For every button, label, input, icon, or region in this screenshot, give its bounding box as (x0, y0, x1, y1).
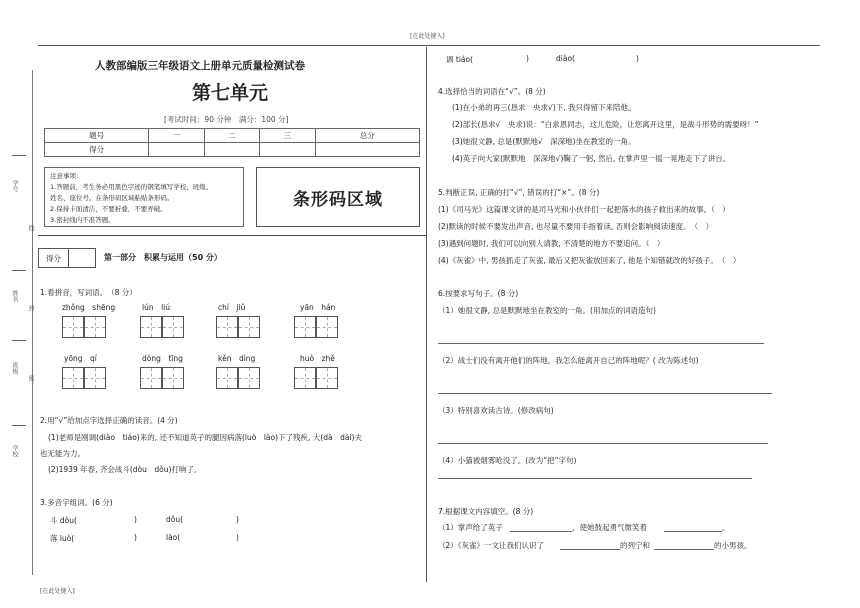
pinyin-label: lún liú (142, 303, 171, 312)
q3-paren: ) (134, 515, 137, 524)
notice-item: 1.答题前，考生务必用黑色字迹的钢笔填写学校、班级、 (50, 183, 213, 191)
exam-title: 人教部编版三年级语文上册单元质量检测试卷 (95, 60, 305, 72)
pinyin-label: kěn dìng (218, 354, 256, 363)
char-grid[interactable] (216, 316, 238, 338)
notice-box (44, 167, 244, 227)
answer-line[interactable] (438, 443, 768, 444)
char-grid[interactable] (294, 367, 316, 389)
char-grid[interactable] (216, 367, 238, 389)
q3-title: 3.多音字组词。(6 分) (40, 498, 113, 507)
fill-blank[interactable] (654, 549, 714, 550)
score-cell: 三 (260, 129, 315, 143)
q6-item: （3）特别喜欢读古诗。(修改病句) (438, 406, 554, 415)
section-title: 第一部分 积累与运用（50 分） (104, 253, 222, 262)
q4-item: (3)她很文静, 总是(默默地√ 深深地)坐在教室的一角。 (452, 137, 636, 146)
q7-text: （1）掌声给了英子 (438, 523, 503, 532)
pinyin-label: dòng tīng (142, 354, 183, 363)
column-divider (426, 47, 427, 582)
q3-paren: ) (236, 533, 239, 542)
q4-item: (4)英子向大家(默默地 深深地√)鞠了一躬, 然后, 在掌声里一摇一晃地走下了讲台。 (452, 154, 731, 163)
q7-text: 的小男孩。 (714, 541, 752, 550)
margin-label-student-id: 学号 (11, 180, 18, 192)
margin-label-seal: 封 (27, 305, 34, 311)
q7-title: 7.根据课文内容填空。(8 分) (438, 507, 534, 516)
pinyin-label: zhǒng shēng (62, 303, 116, 312)
margin-blank (12, 270, 26, 271)
score-cell: 题号 (45, 129, 149, 143)
pinyin-label: huò zhě (300, 354, 335, 363)
score-cell: 二 (204, 129, 259, 143)
section-score-label: 得分 (39, 249, 69, 267)
pinyin-label: yān hán (300, 303, 336, 312)
q3-cont-paren: ) (636, 54, 639, 63)
q7-text: 的列宁和 (620, 541, 650, 550)
char-grid[interactable] (84, 316, 106, 338)
exam-info: [考试时间：90 分钟 满分：100 分] (164, 115, 289, 124)
q5-title: 5.判断正误, 正确的打“√”, 错误的打“×”。(8 分) (438, 188, 600, 197)
q3-cont-prompt: diào( (556, 54, 575, 63)
q5-item: (4)《灰雀》中, 男孩抓走了灰雀, 最后又把灰雀放回来了, 他是个知错就改的好孩子。 （ ） (438, 256, 741, 265)
q4-item: (1)在小弟的再三(恳求 央求√)下, 我只得留下来陪他。 (452, 103, 636, 112)
char-grid[interactable] (316, 316, 338, 338)
margin-label-secret: 密 (27, 375, 34, 381)
score-input[interactable] (204, 143, 259, 157)
score-cell: 一 (149, 129, 204, 143)
char-grid[interactable] (162, 316, 184, 338)
fill-blank[interactable] (560, 549, 620, 550)
q3-prompt: 斗 dòu( (50, 516, 77, 525)
header-rule (38, 45, 820, 46)
notice-item: 3.密封线内不准答题。 (50, 216, 115, 224)
q3-cont-prompt: 调 tiáo( (446, 55, 474, 64)
score-input[interactable] (315, 143, 419, 157)
char-grid[interactable] (140, 316, 162, 338)
char-grid[interactable] (162, 367, 184, 389)
q2-line1: (1)老师是刚调(diào tiáo)来的, 还不知道英子的腿因病落(luò lào)下了残疾, 大(dà dài)夫 (48, 433, 362, 442)
char-grid[interactable] (84, 367, 106, 389)
footer-note: [在此处键入] (40, 588, 75, 595)
margin-label-class: 班级 (11, 362, 18, 374)
q3-paren: ) (134, 533, 137, 542)
q7-text: （2）《灰雀》一文让我们认识了 (438, 541, 545, 550)
score-cell: 得分 (45, 143, 149, 157)
q3-prompt: 落 luò( (50, 534, 75, 543)
score-input[interactable] (260, 143, 315, 157)
unit-title: 第七单元 (192, 82, 269, 104)
q5-item: (3)遇到问题时, 我们可以向别人请教, 不清楚的地方不要追问。（ ） (438, 239, 665, 248)
section-rule (38, 235, 426, 236)
char-grid[interactable] (140, 367, 162, 389)
q4-item: (2)部长(恳求√ 央求)说：“白求恩同志，这儿危险，让您离开这里，是战斗形势的需要呀！” (452, 120, 759, 129)
header-note: [在此处键入] (410, 33, 445, 40)
char-grid[interactable] (62, 316, 84, 338)
q4-title: 4.选择恰当的词语在“√”。(8 分) (438, 87, 546, 96)
section-score-input[interactable] (69, 249, 95, 267)
q3-paren: ) (236, 515, 239, 524)
margin-label-school: 学校 (11, 445, 18, 457)
margin-label-name: 姓名 (11, 290, 18, 302)
q7-text: ，使她鼓起勇气微笑着 (572, 523, 647, 532)
q3-prompt: lào( (166, 533, 181, 542)
q2-line1-cont: 也无能为力。 (40, 449, 85, 458)
q3-prompt: dǒu( (166, 515, 184, 524)
margin-label-line: 线 (27, 225, 34, 231)
q2-title: 2.用“√”给加点字选择正确的读音。(4 分) (40, 416, 178, 425)
char-grid[interactable] (238, 316, 260, 338)
char-grid[interactable] (62, 367, 84, 389)
fill-blank[interactable] (510, 531, 572, 532)
pinyin-label: chí jiǔ (218, 303, 246, 312)
score-table (44, 128, 420, 157)
q6-item: （4）小猫被烟雾呛没了。(改为“把”字句) (438, 456, 577, 465)
q6-title: 6.按要求写句子。(8 分) (438, 289, 519, 298)
q3-cont-paren: ) (526, 54, 529, 63)
margin-blank (12, 340, 26, 341)
q6-item: （2）战士们没有离开他们的阵地，我怎么能离开自己的阵地呢？( 改为陈述句) (438, 356, 699, 365)
fill-blank[interactable] (664, 531, 722, 532)
notice-title: 注意事项： (50, 172, 83, 180)
q7-text: 。 (722, 523, 730, 532)
notice-item: 姓名、座位号。在条形码区域粘贴条形码。 (50, 194, 174, 202)
char-grid[interactable] (294, 316, 316, 338)
pinyin-label: yōng qí (64, 354, 97, 363)
q5-item: (2)默读的时候不要发出声音, 也尽量不要用手指着读, 否则会影响阅读速度。 （ ） (438, 222, 714, 231)
char-grid[interactable] (316, 367, 338, 389)
q6-item: （1）她很文静, 总是默默地坐在教室的一角。(用加点的词语造句) (438, 306, 656, 315)
notice-item: 2.保持卡面清洁，不要折叠，不要弄破。 (50, 205, 167, 213)
answer-line[interactable] (438, 393, 772, 394)
q2-line2: (2)1939 年春, 齐会战斗(dòu dǒu)打响了。 (48, 465, 202, 474)
answer-line[interactable] (438, 478, 752, 479)
q5-item: (1)《司马光》这篇课文讲的是司马光和小伙伴们一起把落水的孩子救出来的故事。（ ） (438, 205, 730, 214)
answer-line[interactable] (438, 343, 764, 344)
seal-line (32, 70, 33, 575)
barcode-area: 条形码区域 (256, 167, 420, 227)
score-input[interactable] (149, 143, 204, 157)
score-cell: 总分 (315, 129, 419, 143)
section-score-box (38, 248, 96, 268)
char-grid[interactable] (238, 367, 260, 389)
margin-blank (12, 155, 26, 156)
margin-blank (12, 425, 26, 426)
q1-title: 1.看拼音，写词语。 （8 分） (40, 288, 137, 297)
